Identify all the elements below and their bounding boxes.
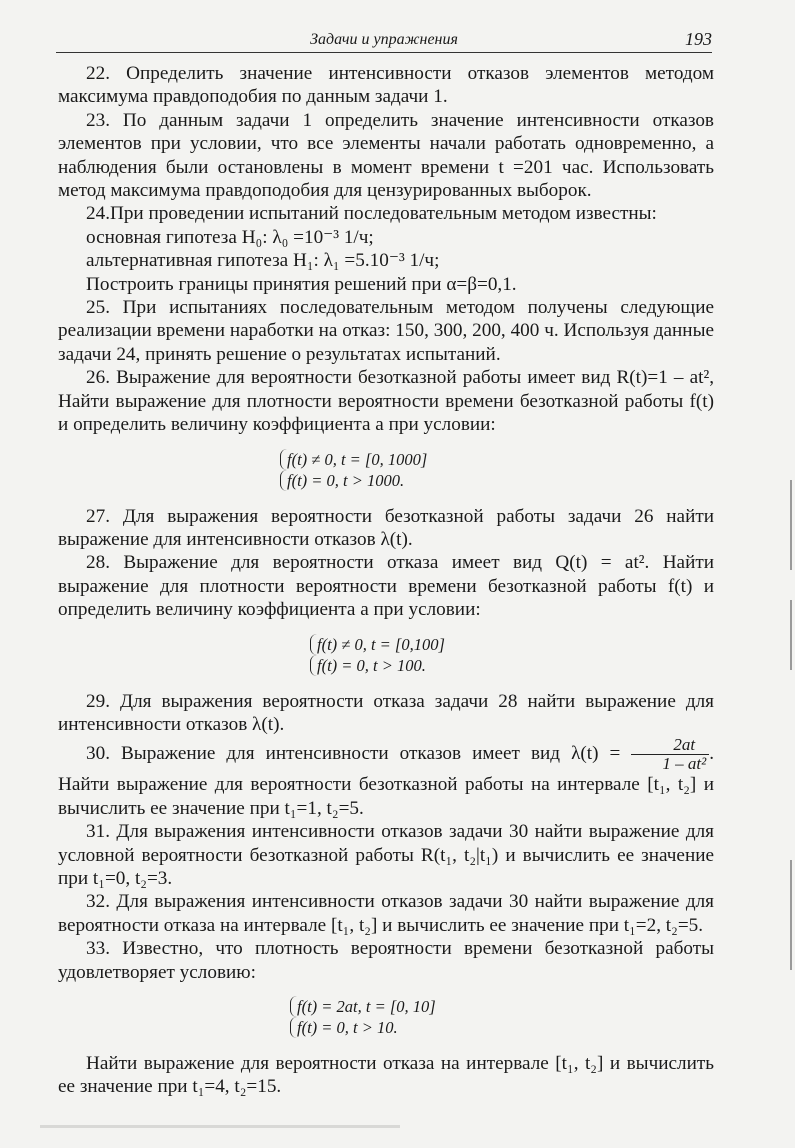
- formula-line: f(t) = 2at, t = [0, 10]: [290, 996, 517, 1017]
- problem-27: 27. Для выражения вероятности безотказной работы задачи 26 найти выражение для интенсивности отказов λ(t).: [58, 505, 714, 550]
- running-header: [56, 26, 712, 53]
- problem-32: 32. Для выражения интенсивности отказов задачи 30 найти выражение для вероятности отказа на интервале [t₁, t₂] и вычислить ее значение при t₁=2, t₂=5.: [58, 891, 714, 936]
- formula-system-28: [58, 634, 714, 676]
- problem-24-h0: основная гипотеза H₀: λ₀ =10⁻³ 1/ч;: [86, 226, 374, 248]
- formula-line: f(t) = 0, t > 1000.: [280, 470, 507, 491]
- problem-25: 25. При испытаниях последовательным методом получены следующие реализации времени наработки на отказ: 150, 300, 200, 400 ч. Используя данные задачи 24, принять решение о результатах испытаний.: [58, 297, 714, 365]
- problem-28: 28. Выражение для вероятности отказа имеет вид Q(t) = at². Найти выражение для плотности вероятности времени безотказной работы f(t) и определить величину коэффициента a при условии:: [58, 552, 714, 621]
- problem-24-h1: альтернативная гипотеза H₁: λ₁ =5.10⁻³ 1/ч;: [86, 250, 440, 272]
- problem-24-intro: 24.При проведении испытаний последовательным методом известны:: [86, 203, 657, 225]
- fraction-denominator: 1 – at²: [662, 754, 707, 774]
- problem-24-task: Построить границы принятия решений при α=β=0,1.: [86, 273, 517, 295]
- problem-33: 33. Известно, что плотность вероятности времени безотказной работы удовлетворяет условию:: [58, 938, 714, 983]
- problem-30: [58, 736, 714, 820]
- problem-22: 22. Определить значение интенсивности отказов элементов методом максимума правдоподобия по данным задачи 1.: [58, 63, 714, 108]
- problem-31: 31. Для выражения интенсивности отказов задачи 30 найти выражение для условной вероятности безотказной работы R(t₁, t₂|t₁) и вычислить ее значение при t₁=0, t₂=3.: [58, 821, 714, 889]
- scan-edge-mark: [790, 480, 792, 570]
- scan-smudge: [40, 1125, 400, 1128]
- formula-line: f(t) ≠ 0, t = [0, 1000]: [280, 449, 507, 470]
- formula-system-33: [58, 996, 714, 1038]
- problem-30-rest: . Найти выражение для вероятности безотказной работы на интервале [t₁, t₂] и вычислить ее значение при t₁=1, t₂=5.: [58, 743, 714, 819]
- problem-26: 26. Выражение для вероятности безотказной работы имеет вид R(t)=1 – at², Найти выражение для плотности вероятности времени безотказной работы f(t) и определить величину коэффициента a при условии:: [58, 367, 714, 436]
- fraction-numerator: 2at: [631, 736, 709, 755]
- formula-line: f(t) = 0, t > 100.: [310, 655, 537, 676]
- header-title: Задачи и упражнения: [310, 31, 458, 48]
- problem-29: 29. Для выражения вероятности отказа задачи 28 найти выражение для интенсивности отказов λ(t).: [58, 690, 714, 735]
- formula-line: f(t) = 0, t > 10.: [290, 1017, 517, 1038]
- formula-line: f(t) ≠ 0, t = [0,100]: [310, 634, 537, 655]
- problem-23: 23. По данным задачи 1 определить значение интенсивности отказов элементов при условии, что все элементы начали работать одновременно, а наблюдения были остановлены в момент времени t =201 час. Использовать метод максимума правдоподобия для цензурированных выборок.: [58, 109, 714, 202]
- problem-33-task: Найти выражение для вероятности отказа на интервале [t₁, t₂] и вычислить ее значение при t₁=4, t₂=15.: [58, 1053, 714, 1098]
- scan-edge-mark: [790, 860, 792, 970]
- fraction: [631, 736, 709, 773]
- formula-system-26: [58, 449, 714, 491]
- problem-30-lead: 30. Выражение для интенсивности отказов имеет вид λ(t) =: [86, 743, 621, 765]
- page-body: [58, 62, 714, 1099]
- scan-edge-mark: [790, 600, 792, 670]
- page-number: 193: [685, 29, 712, 49]
